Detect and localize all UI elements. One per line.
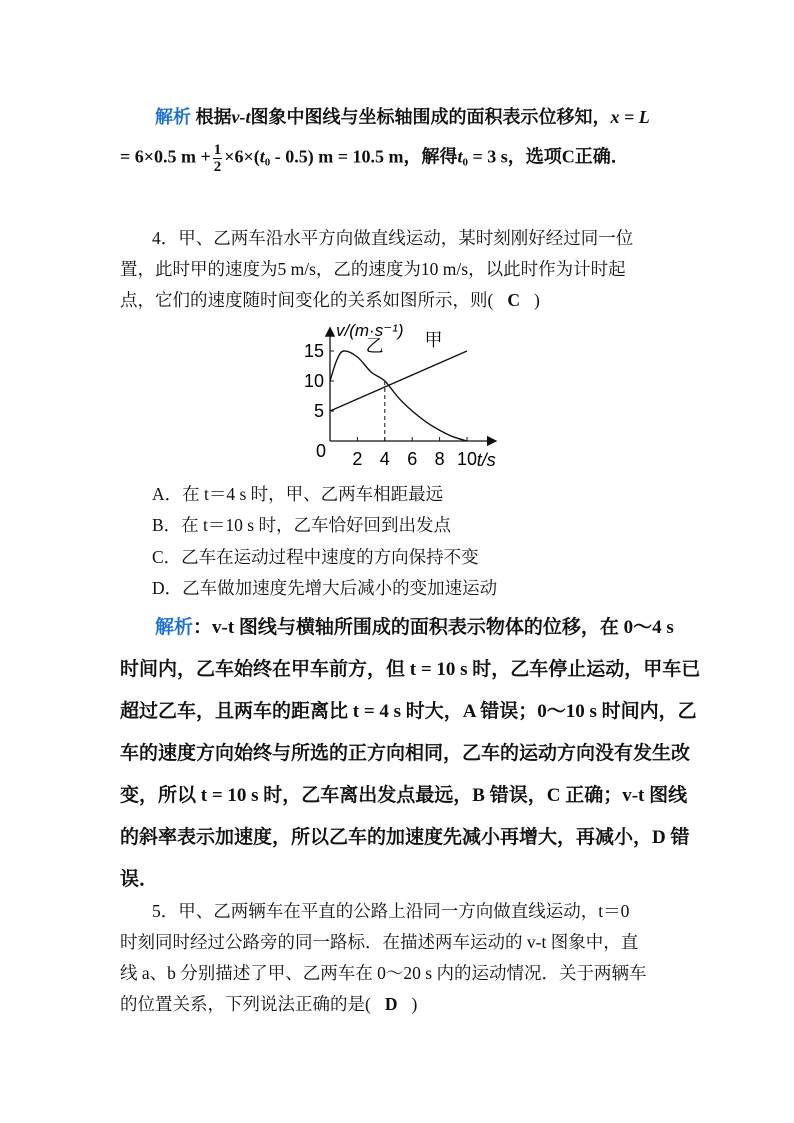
- q5-stem-line-2: 时刻同时经过公路旁的同一路标．在描述两车运动的 v-t 图象中，直: [120, 932, 639, 952]
- x-tick-label: 8: [434, 449, 445, 469]
- q4-solution-line-4: 车的速度方向始终与所选的正方向相同，乙车的运动方向没有发生改: [120, 743, 691, 764]
- q4-solution-line-3: 超过乙车，且两车的距离比 t = 4 s 时大，A 错误；0～10 s 时间内，乙: [120, 701, 697, 722]
- q5-answer: D: [384, 994, 398, 1014]
- series-yi-curve: [330, 351, 467, 441]
- origin-label: 0: [316, 441, 327, 461]
- series-jia-line: [330, 351, 467, 411]
- series-yi-label: 乙: [365, 336, 384, 357]
- x-tick-label: 6: [407, 449, 418, 469]
- q4-solution-line-6: 的斜率表示加速度，所以乙车的加速度先减小再增大，再减小，D 错: [120, 827, 690, 848]
- y-tick-label: 10: [303, 371, 324, 391]
- y-axis-label: v/(m·s⁻¹): [336, 321, 404, 340]
- q5-stem-line-3: 线 a、b 分别描述了甲、乙两车在 0～20 s 内的运动情况．关于两辆车: [120, 963, 647, 983]
- x-tick-label: 4: [379, 449, 390, 469]
- y-tick-label: 15: [303, 341, 324, 361]
- q4-option-d: D．乙车做加速度先增大后减小的变加速运动: [152, 578, 498, 598]
- x-tick-label: 10: [456, 449, 478, 469]
- q4-stem-line-2: 置，此时甲的速度为5 m/s，乙的速度为10 m/s，以此时作为计时起: [120, 259, 626, 279]
- q3-solution-line-1: 解析 根据v-t图象中图线与坐标轴围成的面积表示位移知，x = L: [155, 107, 650, 127]
- solution-label: 解析: [155, 617, 194, 638]
- x-axis-label: t/s: [476, 450, 496, 470]
- q4-option-b: B．在 t＝10 s 时，乙车恰好回到出发点: [152, 515, 451, 535]
- fraction-one-half: $\frac{1}{2}$: [213, 142, 222, 175]
- q4-solution-line-5: 变，所以 t = 10 s 时，乙车离出发点最远，B 错误，C 正确；v-t 图线: [120, 785, 688, 806]
- q4-answer: C: [507, 290, 520, 310]
- q4-solution-line-1: 解析：v-t 图线与横轴所围成的面积表示物体的位移，在 0～4 s: [155, 617, 674, 638]
- q3-solution-line-2: = 6×0.5 m + $\frac{1}{2}$ $\times 6\times(t_0 - 0.5) m = 10.5$ m，解得$t_0 = 3$ s，选项C正确．: [120, 142, 629, 175]
- q4-solution-line-2: 时间内，乙车始终在甲车前方，但 t = 10 s 时，乙车停止运动，甲车已: [120, 659, 701, 680]
- solution-label: 解析: [155, 107, 191, 127]
- series-jia-label: 甲: [424, 330, 443, 351]
- q4-option-c: C．乙车在运动过程中速度的方向保持不变: [152, 547, 479, 567]
- q4-stem-line-3: 点，它们的速度随时间变化的关系如图所示，则( C ): [120, 290, 540, 310]
- q4-solution-line-7: 误．: [120, 869, 159, 890]
- x-tick-label: 2: [352, 449, 363, 469]
- q4-stem-line-1: 4．甲、乙两车沿水平方向做直线运动，某时刻刚好经过同一位: [152, 228, 634, 248]
- q4-option-a: A．在 t＝4 s 时，甲、乙两车相距最远: [152, 484, 444, 504]
- q5-stem-line-1: 5．甲、乙两辆车在平直的公路上沿同一方向做直线运动，t＝0: [152, 901, 630, 921]
- q5-stem-line-4: 的位置关系，下列说法正确的是( D ): [120, 994, 418, 1014]
- y-tick-label: 5: [313, 401, 324, 421]
